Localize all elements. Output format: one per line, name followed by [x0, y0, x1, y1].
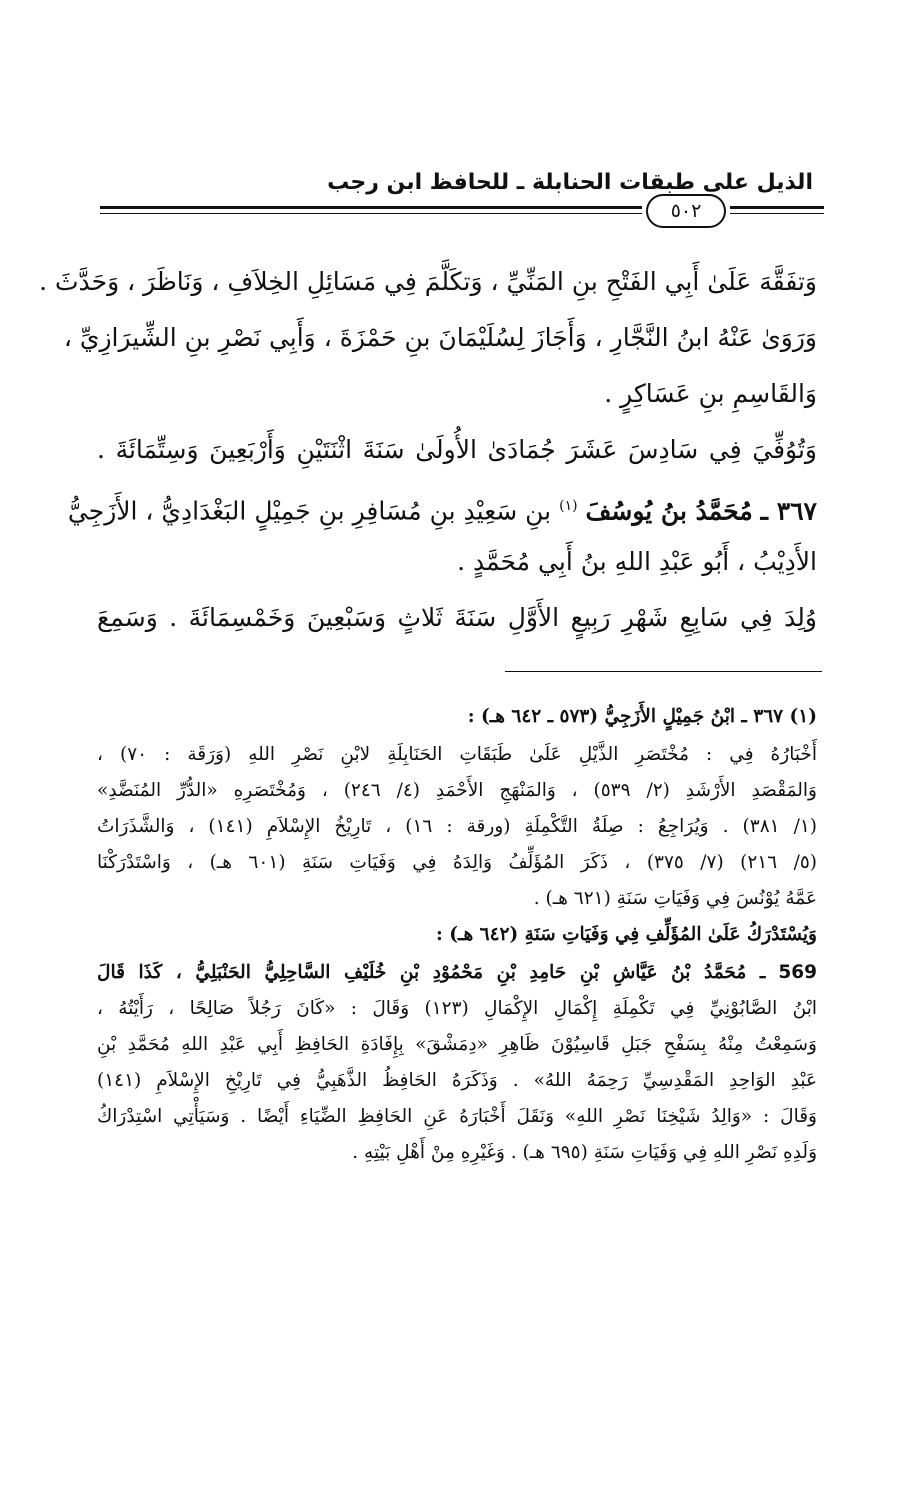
entry-lineage: بنِ سَعِيْدِ بنِ مُسَافِرِ بنِ جَمِيْلٍ البَغْدَادِيُّ ، الأَزَجِيُّ — [67, 496, 552, 526]
footnote-line: أَخْبَارُهُ فِي : مُخْتَصَرِ الذَّيْلِ عَلَىٰ طَبَقَاتِ الحَنَابِلَةِ لابْنِ نَصْرِ اللهِ (وَرَقَة : ٧٠) ، — [97, 744, 817, 765]
addendum-entry-number: 569 — [778, 962, 817, 983]
body-line-1: وَتفَقَّهَ عَلَىٰ أَبِي الفَتْحِ بنِ المَنِّيِّ ، وَتكَلَّمَ فِي مَسَائِلِ الخِلاَفِ ، وَنَاظَرَ ، وَحَدَّثَ . — [39, 267, 817, 296]
running-title: الذيل على طبقات الحنابلة ـ للحافظ ابن رجب — [327, 170, 813, 195]
page-number: ٥٠٢ — [646, 194, 726, 228]
footnote-line: عَمَّهُ يُوْنُسَ فِي وَفَيَاتِ سَنَةِ (٦٢١ هـ) . — [533, 888, 817, 909]
header-rule-thick-right — [730, 206, 824, 209]
body-line-7: وُلِدَ فِي سَابِعِ شَهْرِ رَبِيعٍ الأَوَّلِ سَنَةَ ثَلاثٍ وَسَبْعِينَ وَخَمْسِمَائَةَ . وَسَمِعَ — [97, 603, 817, 632]
footnote-line: وَلَدِهِ نَصْرِ اللهِ فِي وَفَيَاتِ سَنَةِ (٦٩٥ هـ) . وَغَيْرِهِ مِنْ أَهْلِ بَيْتِهِ . — [352, 1142, 817, 1163]
addendum-entry-text: ـ مُحَمَّدُ بْنُ عَيَّاشِ بْنِ حَامِدِ بْنِ مَحْمُوْدِ بْنِ خُلَيْفِ السَّاحِلِيُّ الحَنْبَلِيُّ ، كَذَا قَالَ — [97, 962, 766, 983]
footnote-line: وَسَمِعْتُ مِنْهُ بِسَفْحِ جَبَلِ قَاسِيُوْنَ ظَاهِرِ «دِمَشْقَ» بِإِفَادَةِ الحَافِظِ أَبِي عَبْدِ اللهِ مُحَمَّدِ بْنِ — [97, 1034, 817, 1055]
footnote-line: ابْنُ الصَّابُوْنِيِّ فِي تَكْمِلَةِ إِكْمَالِ الإِكْمَالِ (١٢٣) وَقَالَ : «كَانَ رَجُلاً صَالِحًا ، رَأَيْتُهُ ، — [97, 998, 817, 1019]
footnote-ref[interactable]: (١) — [559, 498, 578, 514]
entry-name: مُحَمَّدُ بنُ يُوسُفَ — [585, 496, 753, 526]
body-line-2: وَرَوَىٰ عَنْهُ ابنُ النَّجَّارِ ، وَأَجَازَ لِسُلَيْمَانَ بنِ حَمْزَةَ ، وَأَبِي نَصْرِ بنِ الشِّيرَازِيِّ ، — [63, 323, 817, 352]
footnote-line: وَالمَقْصَدِ الأَرْشَدِ (٢/ ٥٣٩) ، وَالمَنْهَجِ الأَحْمَدِ (٤/ ٢٤٦) ، وَمُخْتَصَرِهِ «الدُّرِّ المُنَضَّدِ» — [97, 780, 817, 801]
body-line-4: وَتُوُفِّيَ فِي سَادِسَ عَشَرَ جُمَادَىٰ الأُولَىٰ سَنَةَ اثْنَتَيْنِ وَأَرْبَعِينَ وَسِتِّمَائَةَ . — [97, 435, 817, 464]
footnote-line: (١/ ٣٨١) . وَيُرَاجِعُ : صِلَةُ التَّكْمِلَةِ (ورقة : ١٦) ، تَارِيْخُ الإِسْلاَمِ (١٤١) ، وَالشَّذَرَاتُ — [97, 816, 817, 837]
footnote-separator — [505, 671, 822, 672]
entry-number: ٣٦٧ ـ — [760, 496, 817, 526]
header-rule-thin-left — [100, 213, 642, 214]
header-rule-thick-left — [100, 206, 642, 209]
footnote-line: وَقَالَ : «وَالِدُ شَيْخِنَا نَصْرِ اللهِ» وَنَقَلَ أَخْبَارَهُ عَنِ الحَافِظِ الضِّيَاءِ أَيْضًا . وَسَيَأْتِي اسْتِدْرَاكُ — [97, 1106, 817, 1127]
footnote-line: (٥/ ٢١٦) (٧/ ٣٧٥) ، ذَكَرَ المُؤَلِّفُ وَالِدَهُ فِي وَفَيَاتِ سَنَةِ (٦٠١ هـ) ، وَاسْتَدْرَكْنَا — [97, 852, 817, 873]
footnote-line: عَبْدِ الوَاحِدِ المَقْدِسِيِّ رَحِمَهُ اللهُ» . وَذَكَرَهُ الحَافِظُ الذَّهَبِيُّ فِي تَارِيْخِ الإِسْلاَمِ (١٤١) — [97, 1070, 817, 1091]
header-rule-thin-right — [730, 213, 824, 214]
body-line-6: الأَدِيْبُ ، أَبُو عَبْدِ اللهِ بنُ أَبِي مُحَمَّدٍ . — [457, 547, 817, 576]
footnote-heading: (١) ٣٦٧ ـ ابْنُ جَمِيْلٍ الأَزَجِيُّ (٥٧٣ ـ ٦٤٢ هـ) : — [467, 706, 817, 727]
entry-heading-line — [67, 486, 817, 531]
addendum-heading: وَيُسْتَدْرَكُ عَلَىٰ المُؤَلِّفِ فِي وَفَيَاتِ سَنَةِ (٦٤٢ هـ) : — [436, 924, 817, 945]
addendum-entry-line — [97, 958, 817, 988]
body-line-3: وَالقَاسِمِ بنِ عَسَاكِرٍ . — [604, 379, 817, 408]
